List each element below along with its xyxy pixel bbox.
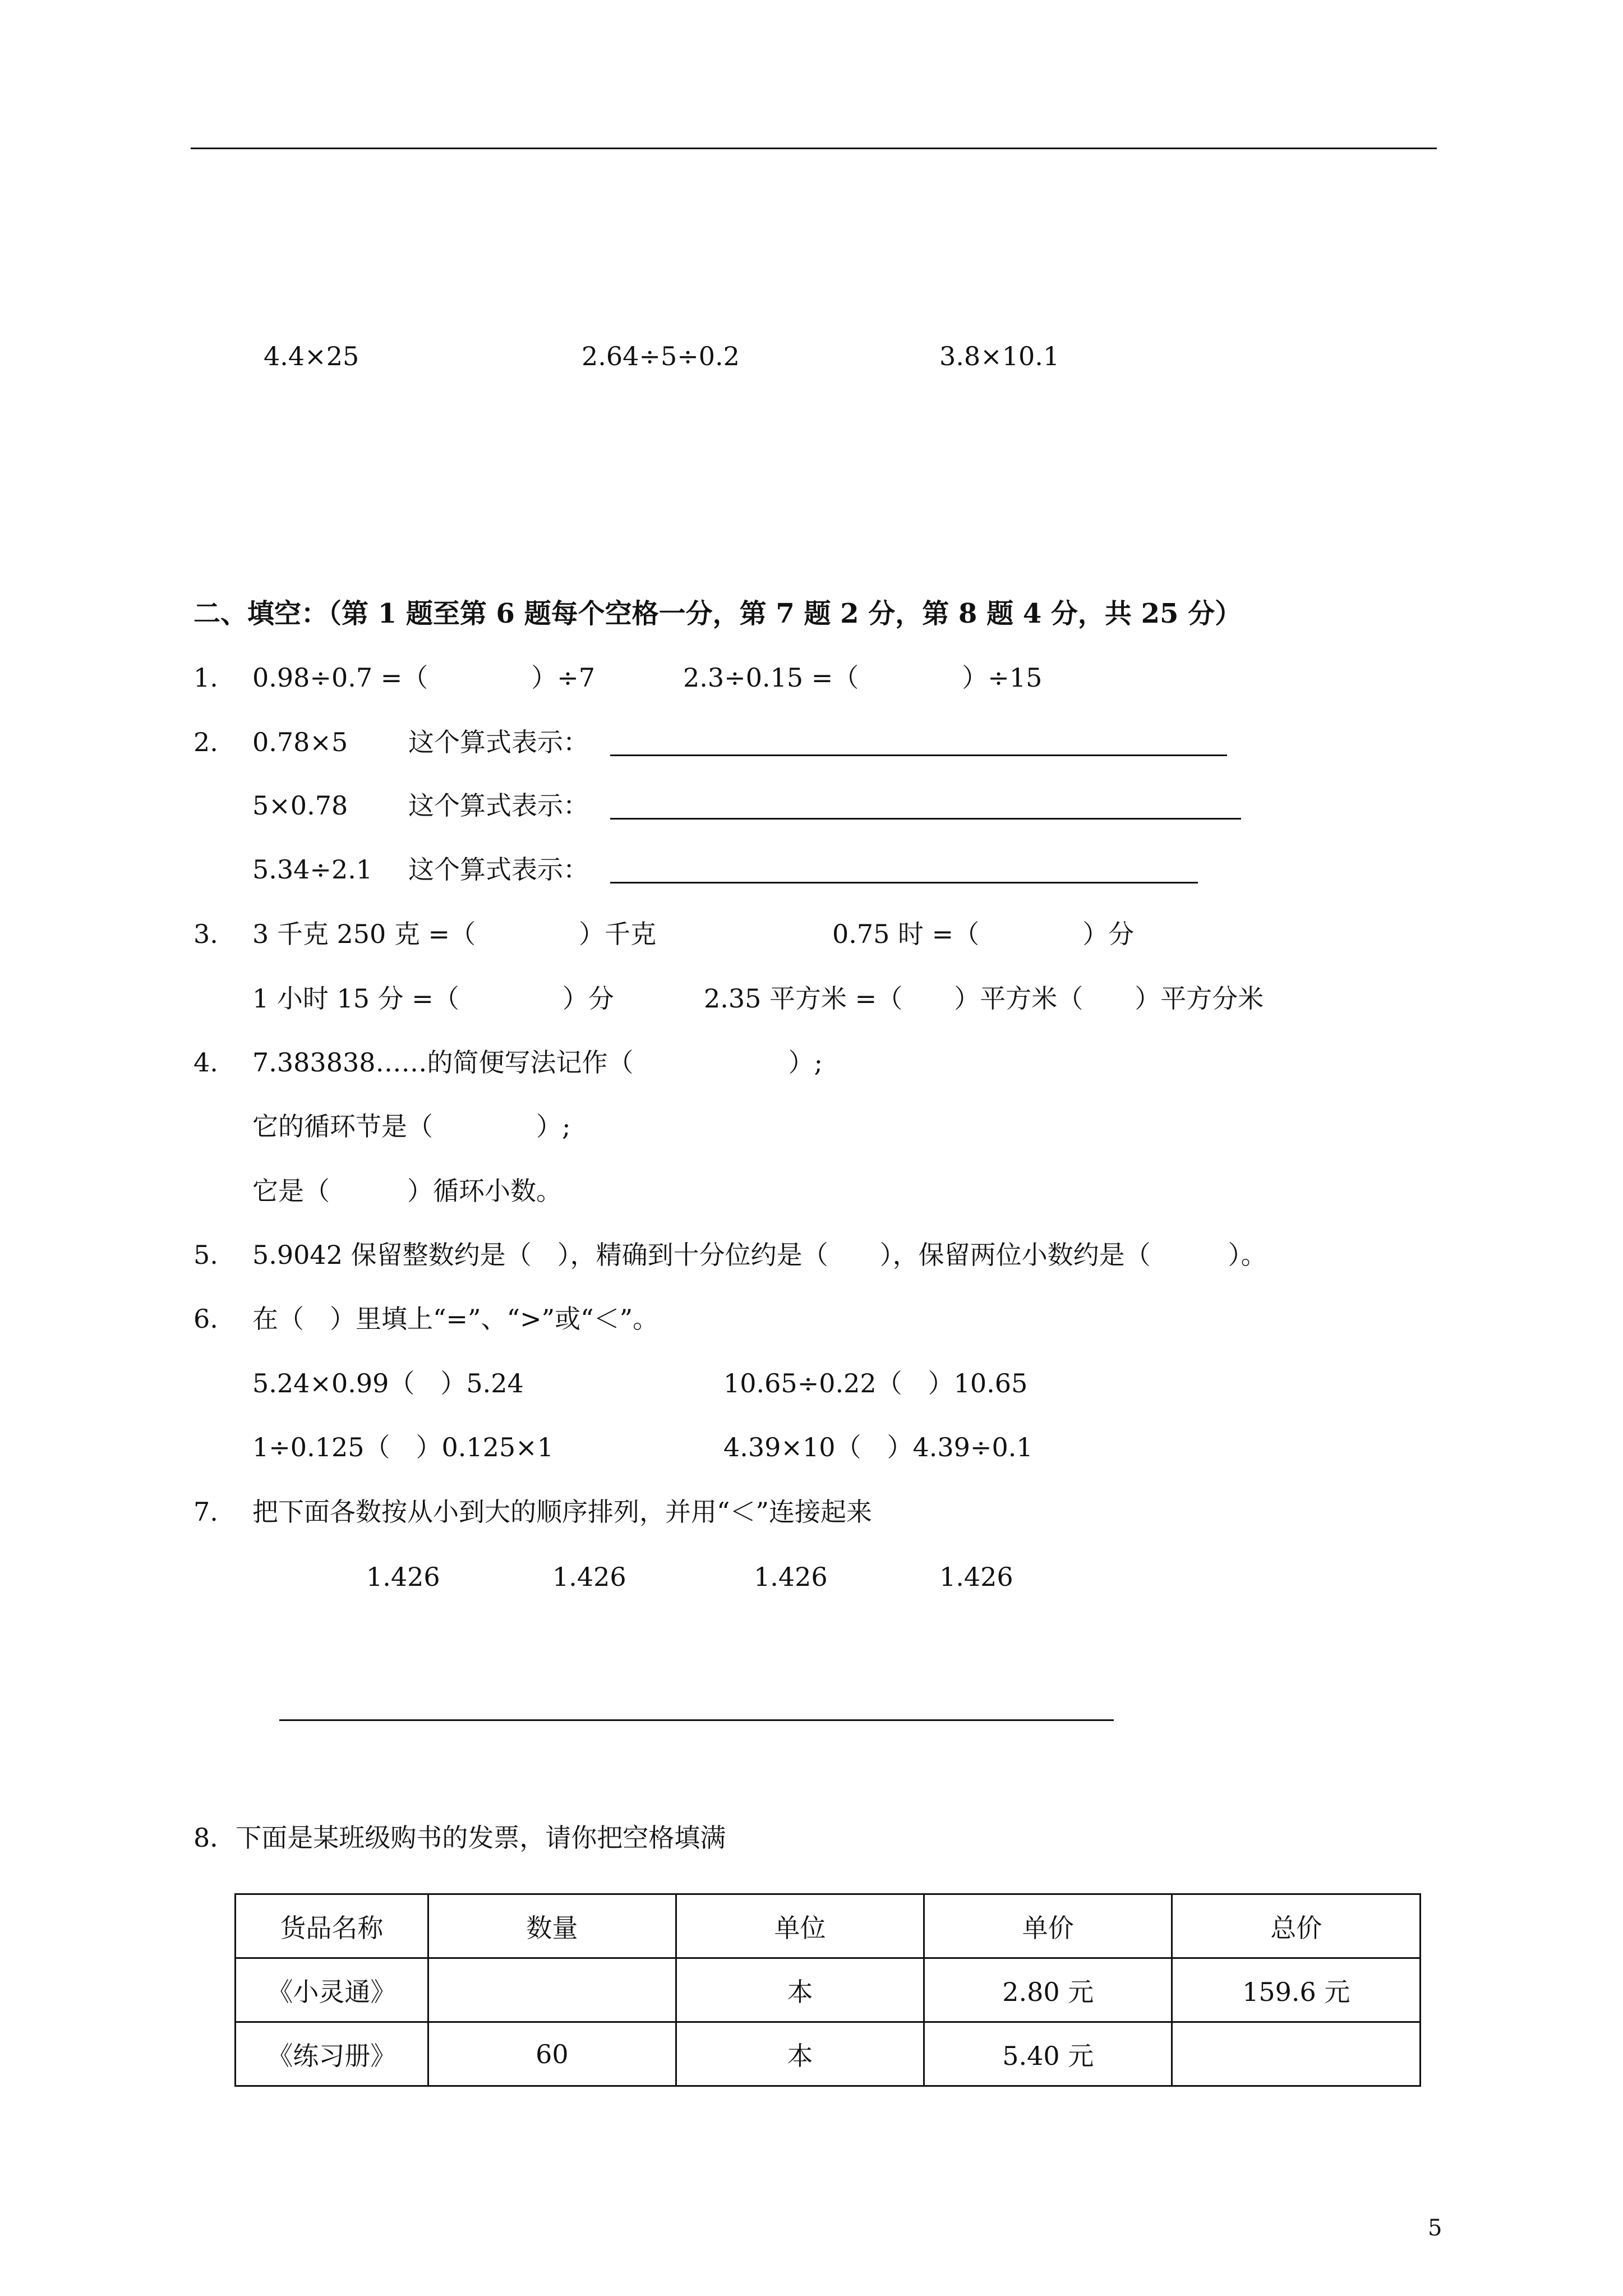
q2-label-2: 这个算式表示： — [408, 790, 589, 821]
cell-unit: 本 — [676, 2022, 924, 2086]
table-row — [236, 2022, 1421, 2086]
q4-line-3: 它是（ ）循环小数。 — [252, 1176, 562, 1206]
q6-number: 6. — [193, 1304, 218, 1334]
q2-label-3: 这个算式表示： — [408, 854, 589, 885]
table-row — [236, 1958, 1421, 2022]
header-rule — [191, 148, 1437, 149]
header-unit-price: 单价 — [924, 1894, 1172, 1958]
q3-part-a: 3 千克 250 克 =（ ）千克 — [252, 919, 657, 949]
cell-total-price[interactable] — [1172, 2022, 1421, 2086]
q3-part-b: 0.75 时 =（ ）分 — [832, 919, 1135, 949]
calc-item-1: 4.4×25 — [264, 341, 359, 371]
cell-quantity: 60 — [428, 2022, 676, 2086]
cell-unit-price: 5.40 元 — [924, 2022, 1172, 2086]
q3-part-d: 2.35 平方米 =（ ）平方米（ ）平方分米 — [704, 983, 1264, 1014]
q8-text: 8．下面是某班级购书的发票，请你把空格填满 — [193, 1823, 726, 1853]
q2-label-1: 这个算式表示： — [408, 727, 589, 757]
q4-line-2: 它的循环节是（ ）; — [252, 1111, 571, 1142]
table-header-row — [236, 1894, 1421, 1958]
q1-part-a: 0.98÷0.7 =（ ）÷7 — [252, 662, 596, 693]
q2-expr-2: 5×0.78 — [252, 790, 348, 821]
q4-number: 4. — [193, 1047, 218, 1078]
q1-number: 1. — [193, 662, 218, 693]
q6-item-2: 10.65÷0.22（ ）10.65 — [723, 1368, 1028, 1398]
q7-number-2: 1.426 — [552, 1562, 626, 1592]
header-unit: 单位 — [676, 1894, 924, 1958]
cell-goods-name: 《小灵通》 — [236, 1958, 428, 2022]
calc-item-3: 3.8×10.1 — [939, 341, 1060, 371]
cell-quantity[interactable] — [428, 1958, 676, 2022]
section-heading: 二、填空：（第 1 题至第 6 题每个空格一分，第 7 题 2 分，第 8 题 4 分，共 25 分） — [193, 598, 1242, 629]
q2-answer-line-1[interactable] — [610, 754, 1227, 756]
q7-answer-line[interactable] — [279, 1719, 1114, 1721]
q2-expr-3: 5.34÷2.1 — [252, 854, 373, 885]
invoice-table — [234, 1893, 1421, 2087]
q3-part-c: 1 小时 15 分 =（ ）分 — [252, 983, 614, 1014]
q4-line-1: 7.383838……的简便写法记作（ ）; — [252, 1047, 823, 1078]
header-goods-name: 货品名称 — [236, 1894, 428, 1958]
q1-part-b: 2.3÷0.15 =（ ）÷15 — [683, 662, 1043, 693]
calc-item-2: 2.64÷5÷0.2 — [582, 341, 740, 371]
q6-item-4: 4.39×10（ ）4.39÷0.1 — [723, 1432, 1033, 1462]
q3-number: 3. — [193, 919, 218, 949]
q7-number-4: 1.426 — [939, 1562, 1013, 1592]
q6-item-1: 5.24×0.99（ ）5.24 — [252, 1368, 524, 1398]
cell-unit: 本 — [676, 1958, 924, 2022]
q2-number: 2. — [193, 727, 218, 757]
q2-answer-line-3[interactable] — [610, 882, 1198, 884]
q7-number: 7. — [193, 1497, 218, 1527]
cell-total-price: 159.6 元 — [1172, 1958, 1421, 2022]
q7-number-3: 1.426 — [754, 1562, 828, 1592]
q6-text: 在（ ）里填上“=”、“>”或“＜”。 — [252, 1304, 659, 1334]
cell-unit-price: 2.80 元 — [924, 1958, 1172, 2022]
q7-text: 把下面各数按从小到大的顺序排列，并用“＜”连接起来 — [252, 1497, 873, 1527]
q6-item-3: 1÷0.125（ ）0.125×1 — [252, 1432, 554, 1462]
q2-answer-line-2[interactable] — [610, 818, 1241, 820]
header-quantity: 数量 — [428, 1894, 676, 1958]
q2-expr-1: 0.78×5 — [252, 727, 348, 757]
q5-text: 5.9042 保留整数约是（ ），精确到十分位约是（ ），保留两位小数约是（ ）。 — [252, 1240, 1267, 1270]
page-number: 5 — [1428, 2215, 1442, 2241]
cell-goods-name: 《练习册》 — [236, 2022, 428, 2086]
header-total-price: 总价 — [1172, 1894, 1421, 1958]
q7-number-1: 1.426 — [366, 1562, 440, 1592]
q5-number: 5. — [193, 1240, 218, 1270]
